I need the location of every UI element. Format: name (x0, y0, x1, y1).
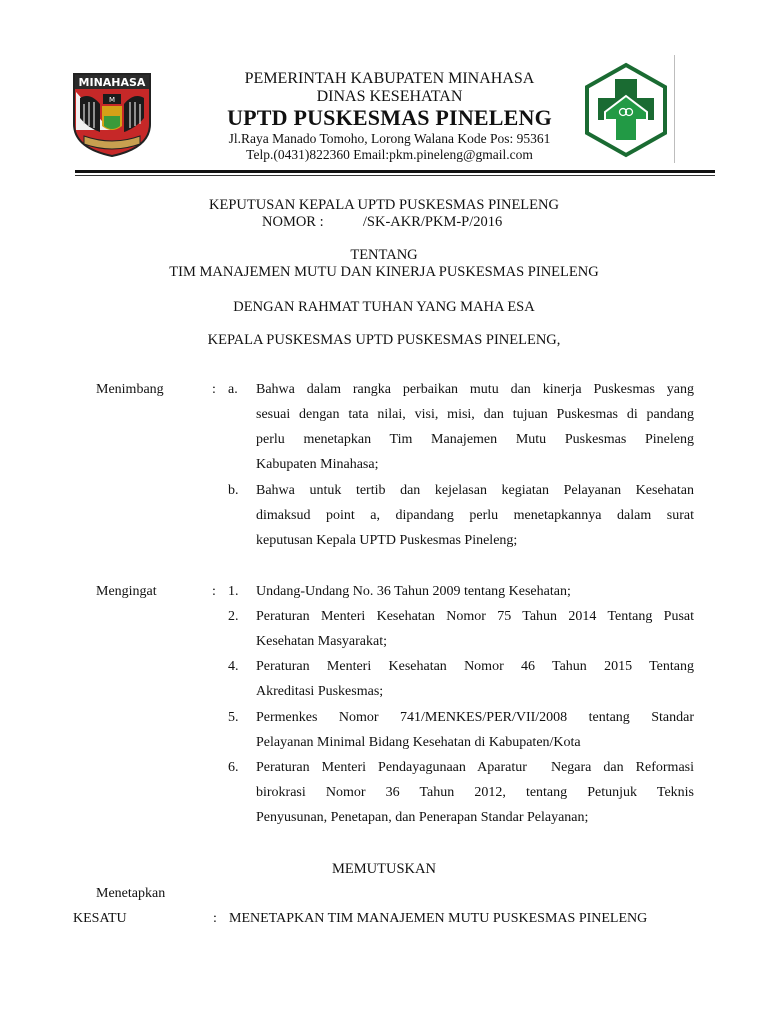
organization-title: UPTD PUSKESMAS PINELENG (227, 105, 552, 130)
decree-title: KEPUTUSAN KEPALA UPTD PUSKESMAS PINELENG (209, 197, 559, 213)
svg-text:M: M (108, 96, 116, 104)
item-marker: a. (228, 382, 238, 397)
decree-number-label: NOMOR : (262, 214, 324, 230)
kesatu-label: KESATU (73, 911, 127, 926)
decree-number-value: /SK-AKR/PKM-P/2016 (362, 214, 503, 230)
address: Jl.Raya Manado Tomoho, Lorong Walana Kode Pos: 95361 (228, 131, 551, 146)
section-label: Mengingat (96, 584, 157, 599)
list-item: Peraturan Menteri Kesehatan Nomor 46 Tahun 2015 Tentang Akreditasi Puskesmas; (256, 659, 694, 699)
department-name: DINAS KESEHATAN (316, 88, 463, 105)
government-name: PEMERINTAH KABUPATEN MINAHASA (244, 70, 535, 87)
list-item: Bahwa untuk tertib dan kejelasan kegiatan Pelayanan Kesehatan dimaksud point a, dipandang perlu menetapkannya dalam surat keputusan Kepala UPTD Puskesmas Pineleng; (256, 483, 694, 548)
menetapkan-label: Menetapkan (96, 886, 166, 901)
letterhead-divider-vertical (674, 55, 675, 163)
list-item: Permenkes Nomor 741/MENKES/PER/VII/2008 tentang Standar Pelayanan Minimal Bidang Kesehatan di Kabupaten/Kota (256, 710, 694, 750)
letterhead-text (212, 70, 567, 163)
puskesmas-green-cross-hexagon-icon (583, 62, 669, 158)
list-item: Undang-Undang No. 36 Tahun 2009 tentang Kesehatan; (256, 584, 571, 599)
list-item: Peraturan Menteri Kesehatan Nomor 75 Tahun 2014 Tentang Pusat Kesehatan Masyarakat; (256, 609, 694, 649)
list-item: Peraturan Menteri Pendayagunaan Aparatur Negara dan Reformasi birokrasi Nomor 36 Tahun 2012, tentang Petunjuk Teknis Penyusunan, Penetapan, dan Penerapan Standar Pelayanan; (256, 760, 694, 825)
item-marker: 1. (228, 584, 239, 599)
item-marker: 5. (228, 710, 239, 725)
minahasa-regency-crest-icon (70, 70, 154, 158)
decree-blessing: DENGAN RAHMAT TUHAN YANG MAHA ESA (233, 299, 535, 315)
letterhead-rule-thick (75, 170, 715, 173)
item-marker: 2. (228, 609, 239, 624)
section-label: Menimbang (96, 382, 164, 397)
decree-authority: KEPALA PUSKESMAS UPTD PUSKESMAS PINELENG, (207, 332, 561, 348)
decree-number (262, 214, 502, 231)
kesatu-text: MENETAPKAN TIM MANAJEMEN MUTU PUSKESMAS PINELENG (229, 911, 648, 926)
item-marker: 4. (228, 659, 239, 674)
decision-heading: MEMUTUSKAN (332, 861, 436, 877)
section-colon: : (212, 584, 216, 599)
svg-text:MINAHASA: MINAHASA (78, 76, 146, 89)
item-marker: b. (228, 483, 239, 498)
contact-info: Telp.(0431)822360 Email:pkm.pineleng@gmail.com (246, 147, 533, 162)
decree-subject: TIM MANAJEMEN MUTU DAN KINERJA PUSKESMAS PINELENG (169, 264, 599, 280)
decree-about: TENTANG (350, 247, 418, 263)
list-item: Bahwa dalam rangka perbaikan mutu dan kinerja Puskesmas yang sesuai dengan tata nilai, visi, misi, dan tujuan Puskesmas di pandang perlu menetapkan Tim Manajemen Mutu Puskesmas Pineleng Kabupaten Minahasa; (256, 382, 694, 472)
letterhead-rule-thin (75, 175, 715, 176)
section-colon: : (212, 382, 216, 397)
kesatu-colon: : (213, 911, 217, 926)
item-marker: 6. (228, 760, 239, 775)
